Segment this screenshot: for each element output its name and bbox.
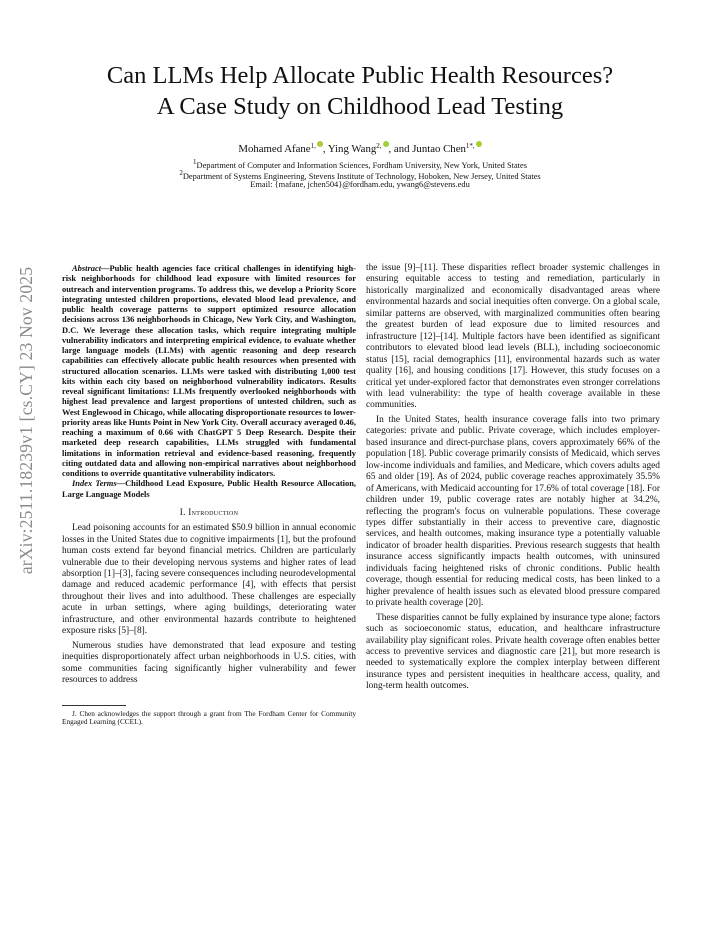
author-2-name: , Ying Wang (322, 143, 377, 155)
title-line-1: Can LLMs Help Allocate Public Health Resources? (106, 62, 614, 89)
arxiv-identifier (2, 200, 52, 640)
abstract-label: Abstract (72, 263, 102, 273)
author-list (60, 140, 660, 156)
paragraph: Numerous studies have demonstrated that lead exposure and testing inequities disproportionately affect urban neighborhoods in U.S. cities, with some communities facing significantly higher vulnerability and fewer resources to address (62, 640, 356, 686)
affiliation-2-text: Department of Systems Engineering, Stevens Institute of Technology, Hoboken, New Jersey, United States (182, 172, 541, 181)
title-line-2: A Case Study on Childhood Lead Testing (156, 93, 564, 120)
author-1-affiliation-marker: 1, (310, 142, 316, 150)
section-title: Introduction (188, 506, 239, 517)
abstract-text: —Public health agencies face critical challenges in identifying high-risk neighborhoods for childhood lead exposure with limited resources for outreach and intervention programs. To address this, we develop a Priority Score integrating untested children proportions, elevated blood lead prevalence, and public health coverage patterns to support optimized resource allocation decisions across 136 neighborhoods in Chicago, New York City, and Washington, D.C. We leverage these allocation tasks, which require integrating multiple vulnerability indicators and interpreting empirical evidence, to evaluate whether large language models (LLMs) with agentic reasoning and deep research capabilities can effectively allocate public health resources when presented with structured allocation scenarios. LLMs were tasked with distributing 1,000 test kits within each city based on neighborhood vulnerability indicators. Results reveal significant limitations: LLMs frequently overlooked neighborhoods with highest lead prevalence and largest proportions of untested children, such as West Englewood in Chicago, while allocating disproportionate resources to lower-priority areas like Hunts Point in New York City. Overall accuracy averaged 0.46, reaching a maximum of 0.66 with ChatGPT 5 Deep Research. Despite their marketed deep research capabilities, LLMs struggled with fundamental limitations in information retrieval and evidence-based reasoning, frequently citing outdated data and allowing non-empirical narratives about neighborhood conditions to override quantitative vulnerability indicators. (62, 263, 356, 478)
index-terms (62, 478, 356, 499)
arxiv-identifier-text: arXiv:2511.18239v1 [cs.CY] 23 Nov 2025 (16, 266, 37, 574)
author-email (60, 180, 660, 190)
affiliation-2-marker: 2 (179, 169, 183, 177)
email-text: Email: {mafane, jchen504}@fordham.edu, ywang6@stevens.edu (250, 180, 470, 189)
author-3-affiliation-marker: 1*, (465, 142, 475, 150)
orcid-icon[interactable] (476, 141, 482, 147)
abstract (62, 263, 356, 478)
paragraph: In the United States, health insurance coverage falls into two primary categories: private and public. Private coverage, which includes employer-based insurance and direct-purchase plans, covers approximately 66% of the population [18]. Public coverage primarily consists of Medicaid, which serves low-income individuals and families, and Medicare, which covers adults aged 65 and older [19]. As of 2024, public coverage reaches approximately 35.5% of Americans, with Medicaid accounting for 17.6% of total coverage [18]. For children under 19, public coverage rates are notably higher at 34.2%, reflecting the program's focus on vulnerable populations. These coverage types differ substantially in their access to preventive care, diagnostic services, and health outcomes, making insurance type a potentially valuable indicator of broader health disparities. Previous research suggests that health insurance access significantly impacts health outcomes, with uninsured individuals facing heightened risks of chronic conditions. Public health coverage, though essential for reducing medical costs, has been linked to a higher prevalence of health issues such as elevated blood pressure compared to private health coverage [20]. (366, 414, 660, 609)
left-column (62, 263, 356, 727)
paper-title (60, 60, 660, 122)
author-2-affiliation-marker: 2, (376, 142, 382, 150)
paragraph: Lead poisoning accounts for an estimated $50.9 billion in annual economic losses in the United States due to cognitive impairments [1], but the profound human costs extend far beyond financial metrics. Children are particularly vulnerable due to their developing nervous systems and higher rates of lead absorption [1]–[3], facing severe consequences including neurodevelopmental damage and reduced academic performance [4], with effects that persist throughout their lives and into adulthood. These challenges are especially acute in urban settings, where aging buildings, deteriorating water infrastructure, and other environmental hazards contribute to heightened exposure risks [5]–[8]. (62, 523, 356, 637)
affiliation-1-marker: 1 (193, 158, 197, 166)
paragraph: the issue [9]–[11]. These disparities reflect broader systemic challenges in ensuring equitable access to testing and remediation, particularly in historically marginalized and economically disadvantaged areas where environmental hazards and social inequities often converge. On a global scale, similar patterns are observed, with marginalized communities often bearing the greatest burden of lead exposure due to limited resources and infrastructure [12]–[14]. Multiple factors have been identified as significant contributors to elevated blood lead levels (BLL), including socioeconomic status [15], racial demographics [11], environmental hazards such as water quality [16], and housing conditions [17]. However, this study focuses on a critical yet under-explored factor that demonstrates even stronger correlations with lead vulnerability: the type of health coverage available in these communities. (366, 263, 660, 411)
footnote-divider (62, 705, 126, 706)
affiliation-1-text: Department of Computer and Information Sciences, Fordham University, New York, United States (196, 161, 527, 170)
index-terms-text: —Childhood Lead Exposure, Public Health Resource Allocation, Large Language Models (62, 478, 356, 499)
index-terms-label: Index Terms (72, 478, 117, 489)
section-numeral: I. (179, 506, 189, 517)
footnote: J. Chen acknowledges the support through a grant from The Fordham Center for Community Engaged Learning (CCEL). (62, 708, 356, 727)
author-3-name: , and Juntao Chen (388, 143, 466, 155)
right-column (366, 263, 660, 693)
author-1-name: Mohamed Afane (238, 143, 311, 155)
paragraph: These disparities cannot be fully explained by insurance type alone; factors such as socioeconomic status, education, and healthcare infrastructure availability play significant roles. Private health coverage often enables better access to preventive services and diagnostic care [21], but more research is needed to systematically explore the complex interplay between different insurance types and persistent inequities in healthcare access, quality, and long-term health outcomes. (366, 612, 660, 692)
section-heading-introduction (62, 507, 356, 518)
